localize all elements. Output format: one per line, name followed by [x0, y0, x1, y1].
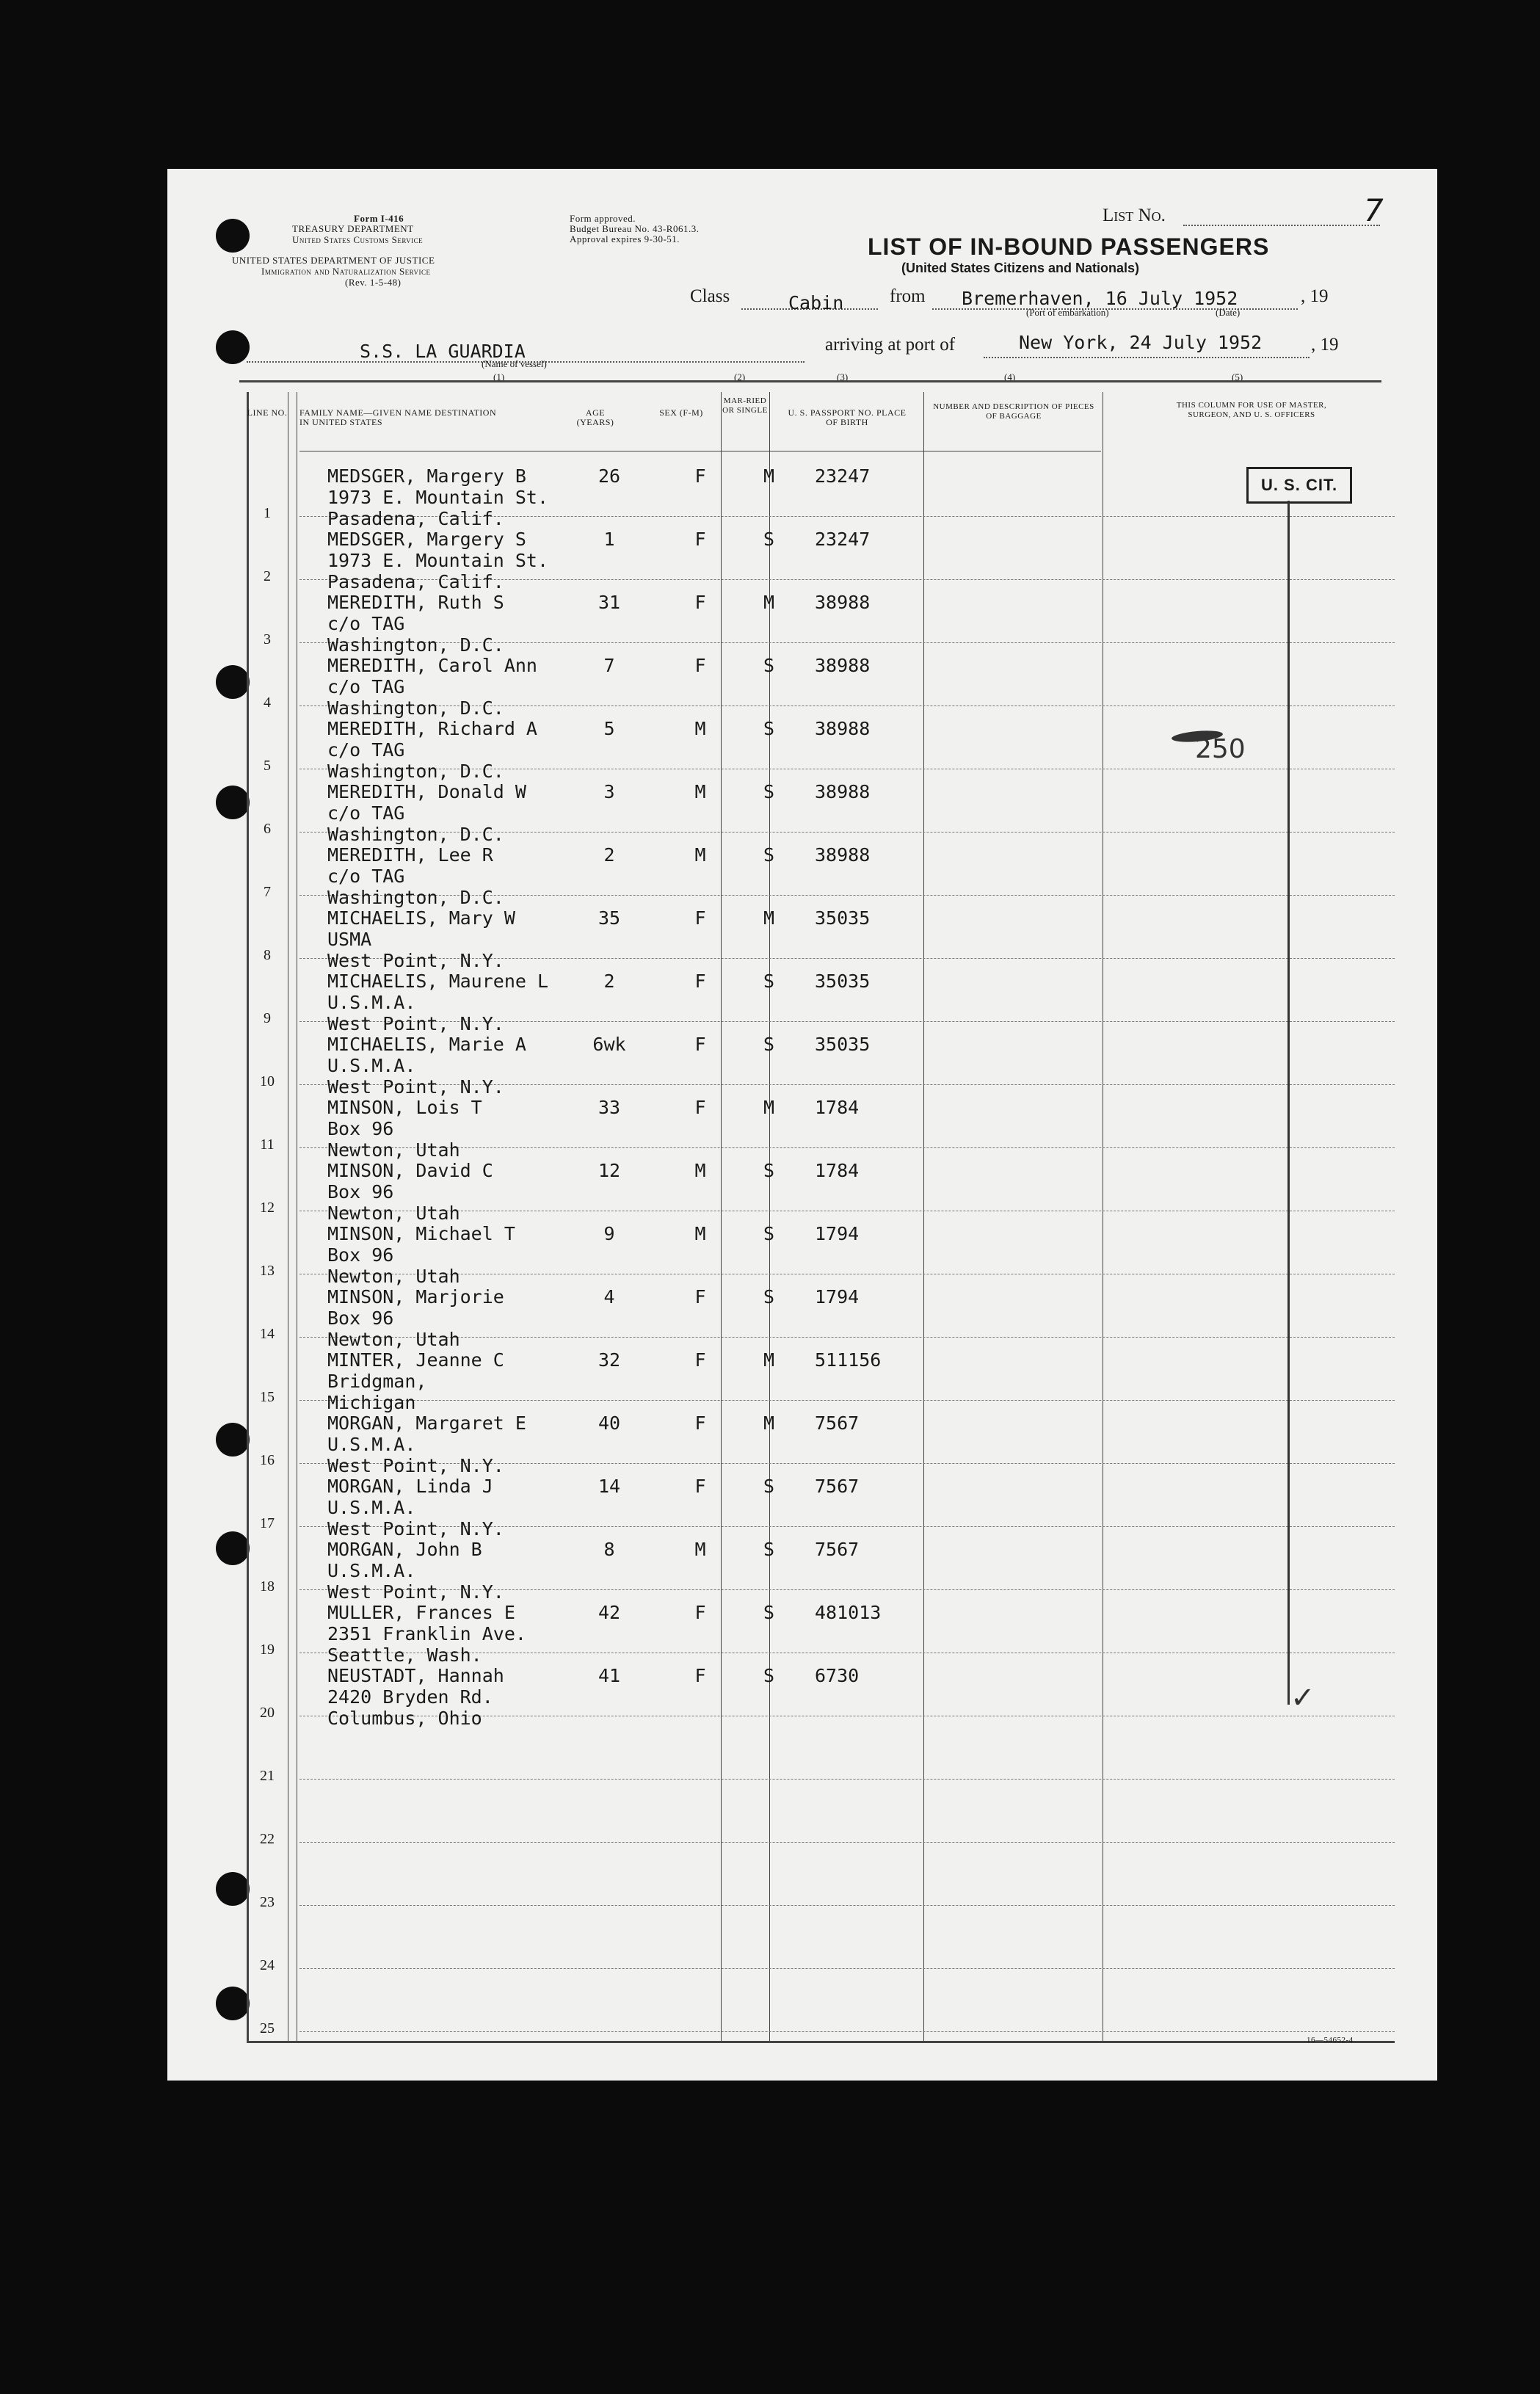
dept-ins: Immigration and Naturalization Service — [261, 266, 431, 277]
approval-line-2: Budget Bureau No. 43-R061.3. — [570, 223, 700, 234]
passenger-name: MULLER, Frances E — [327, 1602, 515, 1623]
passenger-marital-status: S — [763, 529, 775, 550]
passenger-city: Washington, D.C. — [327, 634, 504, 656]
passenger-city: Newton, Utah — [327, 1266, 460, 1287]
passenger-name: MORGAN, Margaret E — [327, 1412, 526, 1434]
passenger-name: MINTER, Jeanne C — [327, 1349, 504, 1371]
header-age: AGE (YEARS) — [576, 407, 614, 427]
passenger-name: MEREDITH, Donald W — [327, 781, 526, 802]
passenger-marital-status: M — [763, 1349, 775, 1371]
col-rule-married — [721, 392, 722, 2041]
passenger-sex: F — [694, 1476, 706, 1497]
passenger-age: 32 — [598, 1349, 621, 1371]
passenger-passport: 38988 — [815, 592, 871, 613]
passenger-marital-status: S — [763, 971, 775, 992]
passenger-sex: F — [694, 465, 706, 487]
passenger-age: 31 — [598, 592, 621, 613]
passenger-name: MINSON, Marjorie — [327, 1286, 504, 1307]
list-no-value: 7 — [1364, 192, 1384, 228]
line-number: 8 — [264, 947, 271, 963]
passenger-age: 40 — [598, 1412, 621, 1434]
passenger-sex: F — [694, 592, 706, 613]
row-rule — [299, 1905, 1395, 1906]
passenger-address: Box 96 — [327, 1118, 394, 1139]
bracket-line — [1287, 501, 1290, 1705]
passenger-sex: F — [694, 1349, 706, 1371]
passenger-marital-status: S — [763, 718, 775, 739]
dept-justice: UNITED STATES DEPARTMENT OF JUSTICE — [232, 255, 435, 266]
line-number: 10 — [260, 1073, 275, 1089]
row-rule — [299, 1968, 1395, 1969]
passenger-passport: 6730 — [815, 1665, 860, 1686]
passenger-name: MICHAELIS, Maurene L — [327, 971, 549, 992]
header-baggage: NUMBER AND DESCRIPTION OF PIECES OF BAGGAGE — [933, 402, 1094, 421]
passenger-passport: 511156 — [815, 1349, 882, 1371]
port-caption: (Port of embarkation) — [1026, 307, 1109, 318]
line-number: 6 — [264, 821, 271, 837]
line-number: 1 — [264, 505, 271, 521]
table-top-rule — [239, 380, 1381, 382]
passenger-address: c/o TAG — [327, 613, 405, 634]
line-number: 23 — [260, 1894, 275, 1910]
passenger-city: Washington, D.C. — [327, 824, 504, 845]
passenger-passport: 23247 — [815, 465, 871, 487]
line-number: 9 — [264, 1010, 271, 1026]
row-rule — [299, 1147, 1395, 1148]
passenger-name: MEREDITH, Lee R — [327, 844, 493, 866]
passenger-passport: 7567 — [815, 1476, 860, 1497]
arriving-label: arriving at port of — [825, 335, 956, 355]
passenger-sex: F — [694, 1602, 706, 1623]
line-number: 14 — [260, 1326, 275, 1342]
passenger-city: West Point, N.Y. — [327, 1076, 504, 1098]
passenger-name: MEDSGER, Margery B — [327, 465, 526, 487]
passenger-sex: M — [694, 1223, 706, 1244]
passenger-name: MEREDITH, Carol Ann — [327, 655, 537, 676]
passenger-age: 4 — [603, 1286, 615, 1307]
passenger-passport: 1794 — [815, 1223, 860, 1244]
line-number: 25 — [260, 2020, 275, 2036]
passenger-address: 2420 Bryden Rd. — [327, 1686, 493, 1708]
from-value: Bremerhaven, 16 July 1952 — [962, 288, 1238, 309]
header-officers: THIS COLUMN FOR USE OF MASTER, SURGEON, AND U. S. OFFICERS — [1176, 401, 1327, 419]
passenger-address: c/o TAG — [327, 802, 405, 824]
punch-hole — [216, 1423, 250, 1457]
passenger-city: Washington, D.C. — [327, 697, 504, 719]
line-number: 12 — [260, 1200, 275, 1216]
passenger-name: MINSON, Lois T — [327, 1097, 482, 1118]
col-num-3: (3) — [837, 371, 849, 382]
arriving-line — [984, 357, 1310, 358]
col-rule-married-2 — [769, 392, 770, 2041]
passenger-city: Washington, D.C. — [327, 761, 504, 782]
passenger-passport: 35035 — [815, 1034, 871, 1055]
passenger-name: MINSON, David C — [327, 1160, 493, 1181]
passenger-name: MORGAN, Linda J — [327, 1476, 493, 1497]
passenger-marital-status: S — [763, 1160, 775, 1181]
passenger-age: 35 — [598, 907, 621, 929]
passenger-city: West Point, N.Y. — [327, 1455, 504, 1476]
passenger-age: 2 — [603, 971, 615, 992]
passenger-marital-status: S — [763, 781, 775, 802]
passenger-passport: 38988 — [815, 844, 871, 866]
row-rule — [299, 1842, 1395, 1843]
line-number: 3 — [264, 631, 271, 648]
passenger-marital-status: S — [763, 1223, 775, 1244]
passenger-marital-status: S — [763, 1665, 775, 1686]
passenger-sex: F — [694, 1665, 706, 1686]
passenger-name: MICHAELIS, Marie A — [327, 1034, 526, 1055]
passenger-passport: 35035 — [815, 971, 871, 992]
passenger-marital-status: S — [763, 1034, 775, 1055]
passenger-age: 41 — [598, 1665, 621, 1686]
handwritten-number: 250 — [1195, 734, 1246, 764]
line-number: 24 — [260, 1957, 275, 1973]
passenger-marital-status: M — [763, 1097, 775, 1118]
class-label: Class — [690, 286, 730, 306]
passenger-city: Columbus, Ohio — [327, 1708, 482, 1729]
passenger-passport: 1784 — [815, 1160, 860, 1181]
passenger-sex: M — [694, 718, 706, 739]
year-suffix: , 19 — [1301, 286, 1329, 306]
passenger-age: 7 — [603, 655, 615, 676]
line-number: 13 — [260, 1263, 275, 1279]
us-citizen-stamp: U. S. CIT. — [1246, 467, 1352, 504]
passenger-age: 14 — [598, 1476, 621, 1497]
passenger-sex: M — [694, 844, 706, 866]
passenger-address: Box 96 — [327, 1244, 394, 1266]
row-rule — [299, 2031, 1395, 2032]
passenger-marital-status: M — [763, 907, 775, 929]
passenger-city: West Point, N.Y. — [327, 1013, 504, 1034]
passenger-sex: F — [694, 1034, 706, 1055]
from-label: from — [890, 286, 926, 306]
header-passport: U. S. PASSPORT NO. PLACE OF BIRTH — [788, 407, 907, 427]
passenger-passport: 38988 — [815, 718, 871, 739]
passenger-city: West Point, N.Y. — [327, 1518, 504, 1539]
line-number: 17 — [260, 1515, 275, 1531]
vessel-name: S.S. LA GUARDIA — [360, 341, 526, 362]
header-name: FAMILY NAME—GIVEN NAME DESTINATION IN UNITED STATES — [299, 407, 497, 427]
passenger-address: Box 96 — [327, 1307, 394, 1329]
passenger-address: U.S.M.A. — [327, 1560, 416, 1581]
vessel-caption: (Name of vessel) — [482, 358, 547, 369]
passenger-age: 42 — [598, 1602, 621, 1623]
passenger-marital-status: M — [763, 465, 775, 487]
passenger-address: U.S.M.A. — [327, 1434, 416, 1455]
punch-hole — [216, 786, 250, 819]
passenger-address: c/o TAG — [327, 866, 405, 887]
passenger-name: NEUSTADT, Hannah — [327, 1665, 504, 1686]
passenger-marital-status: S — [763, 1539, 775, 1560]
year-suffix-2: , 19 — [1311, 335, 1339, 355]
passenger-sex: F — [694, 1412, 706, 1434]
passenger-city: Newton, Utah — [327, 1203, 460, 1224]
dept-treasury: TREASURY DEPARTMENT — [292, 223, 414, 234]
passenger-passport: 481013 — [815, 1602, 882, 1623]
col-rule-passport — [923, 392, 924, 2041]
table-bottom-rule — [247, 2041, 1395, 2043]
passenger-address: 2351 Franklin Ave. — [327, 1623, 526, 1644]
passenger-name: MICHAELIS, Mary W — [327, 907, 515, 929]
passenger-marital-status: S — [763, 1286, 775, 1307]
passenger-passport: 7567 — [815, 1539, 860, 1560]
passenger-passport: 35035 — [815, 907, 871, 929]
passenger-city: Pasadena, Calif. — [327, 508, 504, 529]
passenger-marital-status: M — [763, 1412, 775, 1434]
passenger-age: 9 — [603, 1223, 615, 1244]
date-caption: (Date) — [1216, 307, 1241, 318]
passenger-passport: 38988 — [815, 781, 871, 802]
dept-customs: United States Customs Service — [292, 234, 424, 245]
line-number: 2 — [264, 568, 271, 584]
header-sex: SEX (F-M) — [659, 407, 703, 418]
passenger-marital-status: S — [763, 655, 775, 676]
passenger-sex: M — [694, 781, 706, 802]
passenger-name: MEDSGER, Margery S — [327, 529, 526, 550]
passenger-age: 3 — [603, 781, 615, 802]
passenger-marital-status: S — [763, 1476, 775, 1497]
passenger-age: 5 — [603, 718, 615, 739]
passenger-age: 2 — [603, 844, 615, 866]
form-id: Form I-416 — [354, 213, 404, 224]
passenger-address: Box 96 — [327, 1181, 394, 1203]
passenger-address: c/o TAG — [327, 739, 405, 761]
footer-code: 16—54652-4 — [1307, 2036, 1354, 2045]
form-rev: (Rev. 1-5-48) — [345, 277, 402, 288]
line-number: 11 — [260, 1136, 275, 1153]
arriving-value: New York, 24 July 1952 — [1019, 332, 1263, 353]
line-number: 15 — [260, 1389, 275, 1405]
passenger-age: 8 — [603, 1539, 615, 1560]
punch-hole — [216, 330, 250, 364]
passenger-passport: 23247 — [815, 529, 871, 550]
line-number: 4 — [264, 694, 271, 711]
passenger-age: 1 — [603, 529, 615, 550]
passenger-city: Washington, D.C. — [327, 887, 504, 908]
passenger-sex: F — [694, 655, 706, 676]
passenger-address: U.S.M.A. — [327, 1497, 416, 1518]
passenger-age: 33 — [598, 1097, 621, 1118]
check-mark: ✓ — [1290, 1681, 1315, 1715]
passenger-name: MINSON, Michael T — [327, 1223, 515, 1244]
approval-line-1: Form approved. — [570, 213, 636, 224]
passenger-city: West Point, N.Y. — [327, 1581, 504, 1603]
passenger-marital-status: S — [763, 1602, 775, 1623]
passenger-age: 6wk — [592, 1034, 626, 1055]
page-subtitle: (United States Citizens and Nationals) — [901, 261, 1140, 275]
passenger-address: 1973 E. Mountain St. — [327, 487, 549, 508]
passenger-marital-status: M — [763, 592, 775, 613]
line-number: 18 — [260, 1578, 275, 1595]
passenger-address: 1973 E. Mountain St. — [327, 550, 549, 571]
punch-hole — [216, 219, 250, 253]
passenger-city: Newton, Utah — [327, 1139, 460, 1161]
line-number: 16 — [260, 1452, 275, 1468]
passenger-age: 26 — [598, 465, 621, 487]
passenger-address: U.S.M.A. — [327, 992, 416, 1013]
passenger-sex: F — [694, 971, 706, 992]
passenger-city: Pasadena, Calif. — [327, 571, 504, 592]
passenger-address: U.S.M.A. — [327, 1055, 416, 1076]
row-rule — [299, 1779, 1395, 1780]
passenger-passport: 1784 — [815, 1097, 860, 1118]
col-num-5: (5) — [1232, 371, 1243, 382]
passenger-address: Bridgman, — [327, 1371, 427, 1392]
line-number: 21 — [260, 1768, 275, 1784]
list-no-line — [1183, 225, 1380, 226]
passenger-passport: 7567 — [815, 1412, 860, 1434]
col-num-2: (2) — [734, 371, 746, 382]
punch-hole — [216, 1872, 250, 1906]
col-num-1: (1) — [493, 371, 505, 382]
passenger-name: MEREDITH, Richard A — [327, 718, 537, 739]
passenger-sex: F — [694, 1286, 706, 1307]
header-married: MAR-RIED OR SINGLE — [722, 396, 768, 415]
line-number: 22 — [260, 1831, 275, 1847]
class-value: Cabin — [788, 292, 844, 313]
passenger-city: Newton, Utah — [327, 1329, 460, 1350]
passenger-sex: F — [694, 1097, 706, 1118]
col-num-4: (4) — [1004, 371, 1016, 382]
line-number: 20 — [260, 1705, 275, 1721]
passenger-sex: F — [694, 907, 706, 929]
passenger-address: c/o TAG — [327, 676, 405, 697]
page-title: LIST OF IN-BOUND PASSENGERS — [868, 233, 1270, 260]
header-line-no: LINE NO. — [247, 407, 288, 418]
passenger-city: Seattle, Wash. — [327, 1644, 482, 1666]
list-no-label: List No. — [1103, 206, 1166, 225]
passenger-city: West Point, N.Y. — [327, 950, 504, 971]
passenger-sex: F — [694, 529, 706, 550]
passenger-name: MORGAN, John B — [327, 1539, 482, 1560]
passenger-address: USMA — [327, 929, 372, 950]
punch-hole — [216, 1531, 250, 1565]
line-number: 7 — [264, 884, 271, 900]
passenger-passport: 1794 — [815, 1286, 860, 1307]
line-number: 19 — [260, 1642, 275, 1658]
passenger-name: MEREDITH, Ruth S — [327, 592, 504, 613]
passenger-sex: M — [694, 1539, 706, 1560]
row-rule — [299, 1400, 1395, 1401]
passenger-age: 12 — [598, 1160, 621, 1181]
passenger-marital-status: S — [763, 844, 775, 866]
row-rule — [299, 1337, 1395, 1338]
passenger-passport: 38988 — [815, 655, 871, 676]
passenger-sex: M — [694, 1160, 706, 1181]
passenger-city: Michigan — [327, 1392, 416, 1413]
punch-hole — [216, 1987, 250, 2020]
line-number: 5 — [264, 758, 271, 774]
punch-hole — [216, 665, 250, 699]
approval-line-3: Approval expires 9-30-51. — [570, 233, 680, 244]
